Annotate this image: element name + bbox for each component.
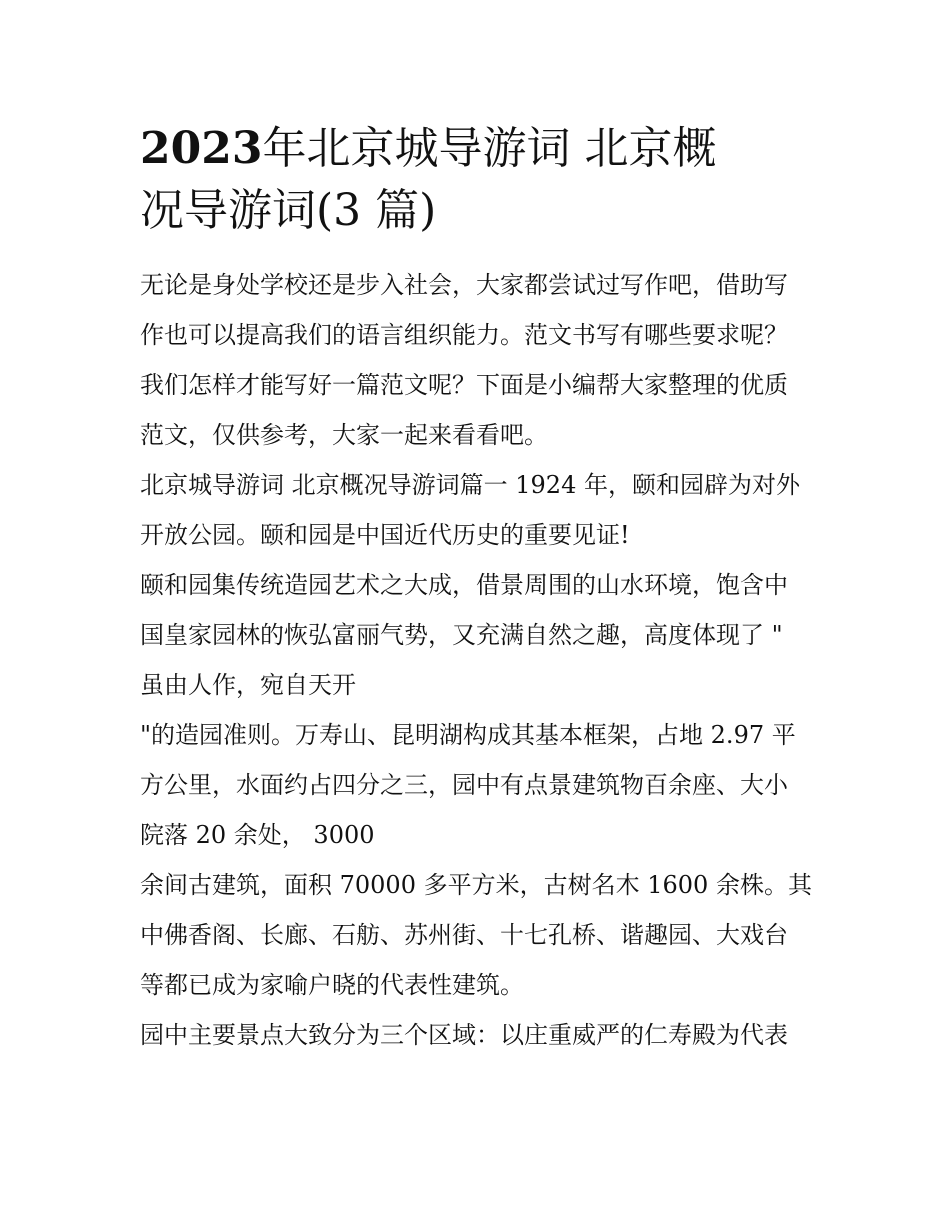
text-line: 虽由人作，宛自天开 bbox=[140, 671, 356, 699]
text-line: 北京城导游词 北京概况导游词篇一 1924 年，颐和园辟为对外 bbox=[140, 471, 800, 499]
document-page bbox=[140, 118, 812, 1060]
text-line: 范文，仅供参考，大家一起来看看吧。 bbox=[140, 421, 548, 449]
text-line: 作也可以提高我们的语言组织能力。范文书写有哪些要求呢？ bbox=[140, 321, 788, 349]
text-line: 开放公园。颐和园是中国近代历史的重要见证! bbox=[140, 521, 630, 549]
text-line: 等都已成为家喻户晓的代表性建筑。 bbox=[140, 971, 524, 999]
title-line-2: 况导游词(3 篇) bbox=[140, 185, 437, 236]
document-title bbox=[140, 118, 812, 242]
paragraph-intro bbox=[140, 260, 812, 460]
text-line: 国皇家园林的恢弘富丽气势，又充满自然之趣，高度体现了 " bbox=[140, 621, 783, 649]
paragraph-section-one bbox=[140, 460, 812, 560]
text-line: 院落 20 余处， 3000 bbox=[140, 821, 375, 849]
text-line: 方公里，水面约占四分之三，园中有点景建筑物百余座、大小 bbox=[140, 771, 788, 799]
paragraph-areas bbox=[140, 1010, 812, 1060]
document-body bbox=[140, 260, 812, 1060]
paragraph-layout bbox=[140, 710, 812, 860]
text-line: 余间古建筑，面积 70000 多平方米，古树名木 1600 余株。其 bbox=[140, 871, 812, 899]
text-line: 园中主要景点大致分为三个区域：以庄重威严的仁寿殿为代表 bbox=[140, 1021, 788, 1049]
title-year: 2023 bbox=[140, 123, 263, 174]
text-line: 无论是身处学校还是步入社会，大家都尝试过写作吧，借助写 bbox=[140, 271, 788, 299]
paragraph-garden-art bbox=[140, 560, 812, 710]
paragraph-buildings bbox=[140, 860, 812, 1010]
text-line: 我们怎样才能写好一篇范文呢？下面是小编帮大家整理的优质 bbox=[140, 371, 788, 399]
text-line: 中佛香阁、长廊、石舫、苏州街、十七孔桥、谐趣园、大戏台 bbox=[140, 921, 788, 949]
title-line-1 bbox=[140, 118, 812, 180]
text-line: "的造园准则。万寿山、昆明湖构成其基本框架，占地 2.97 平 bbox=[140, 721, 796, 749]
title-line-1-text: 年北京城导游词 北京概 bbox=[262, 123, 717, 174]
text-line: 颐和园集传统造园艺术之大成，借景周围的山水环境，饱含中 bbox=[140, 571, 788, 599]
